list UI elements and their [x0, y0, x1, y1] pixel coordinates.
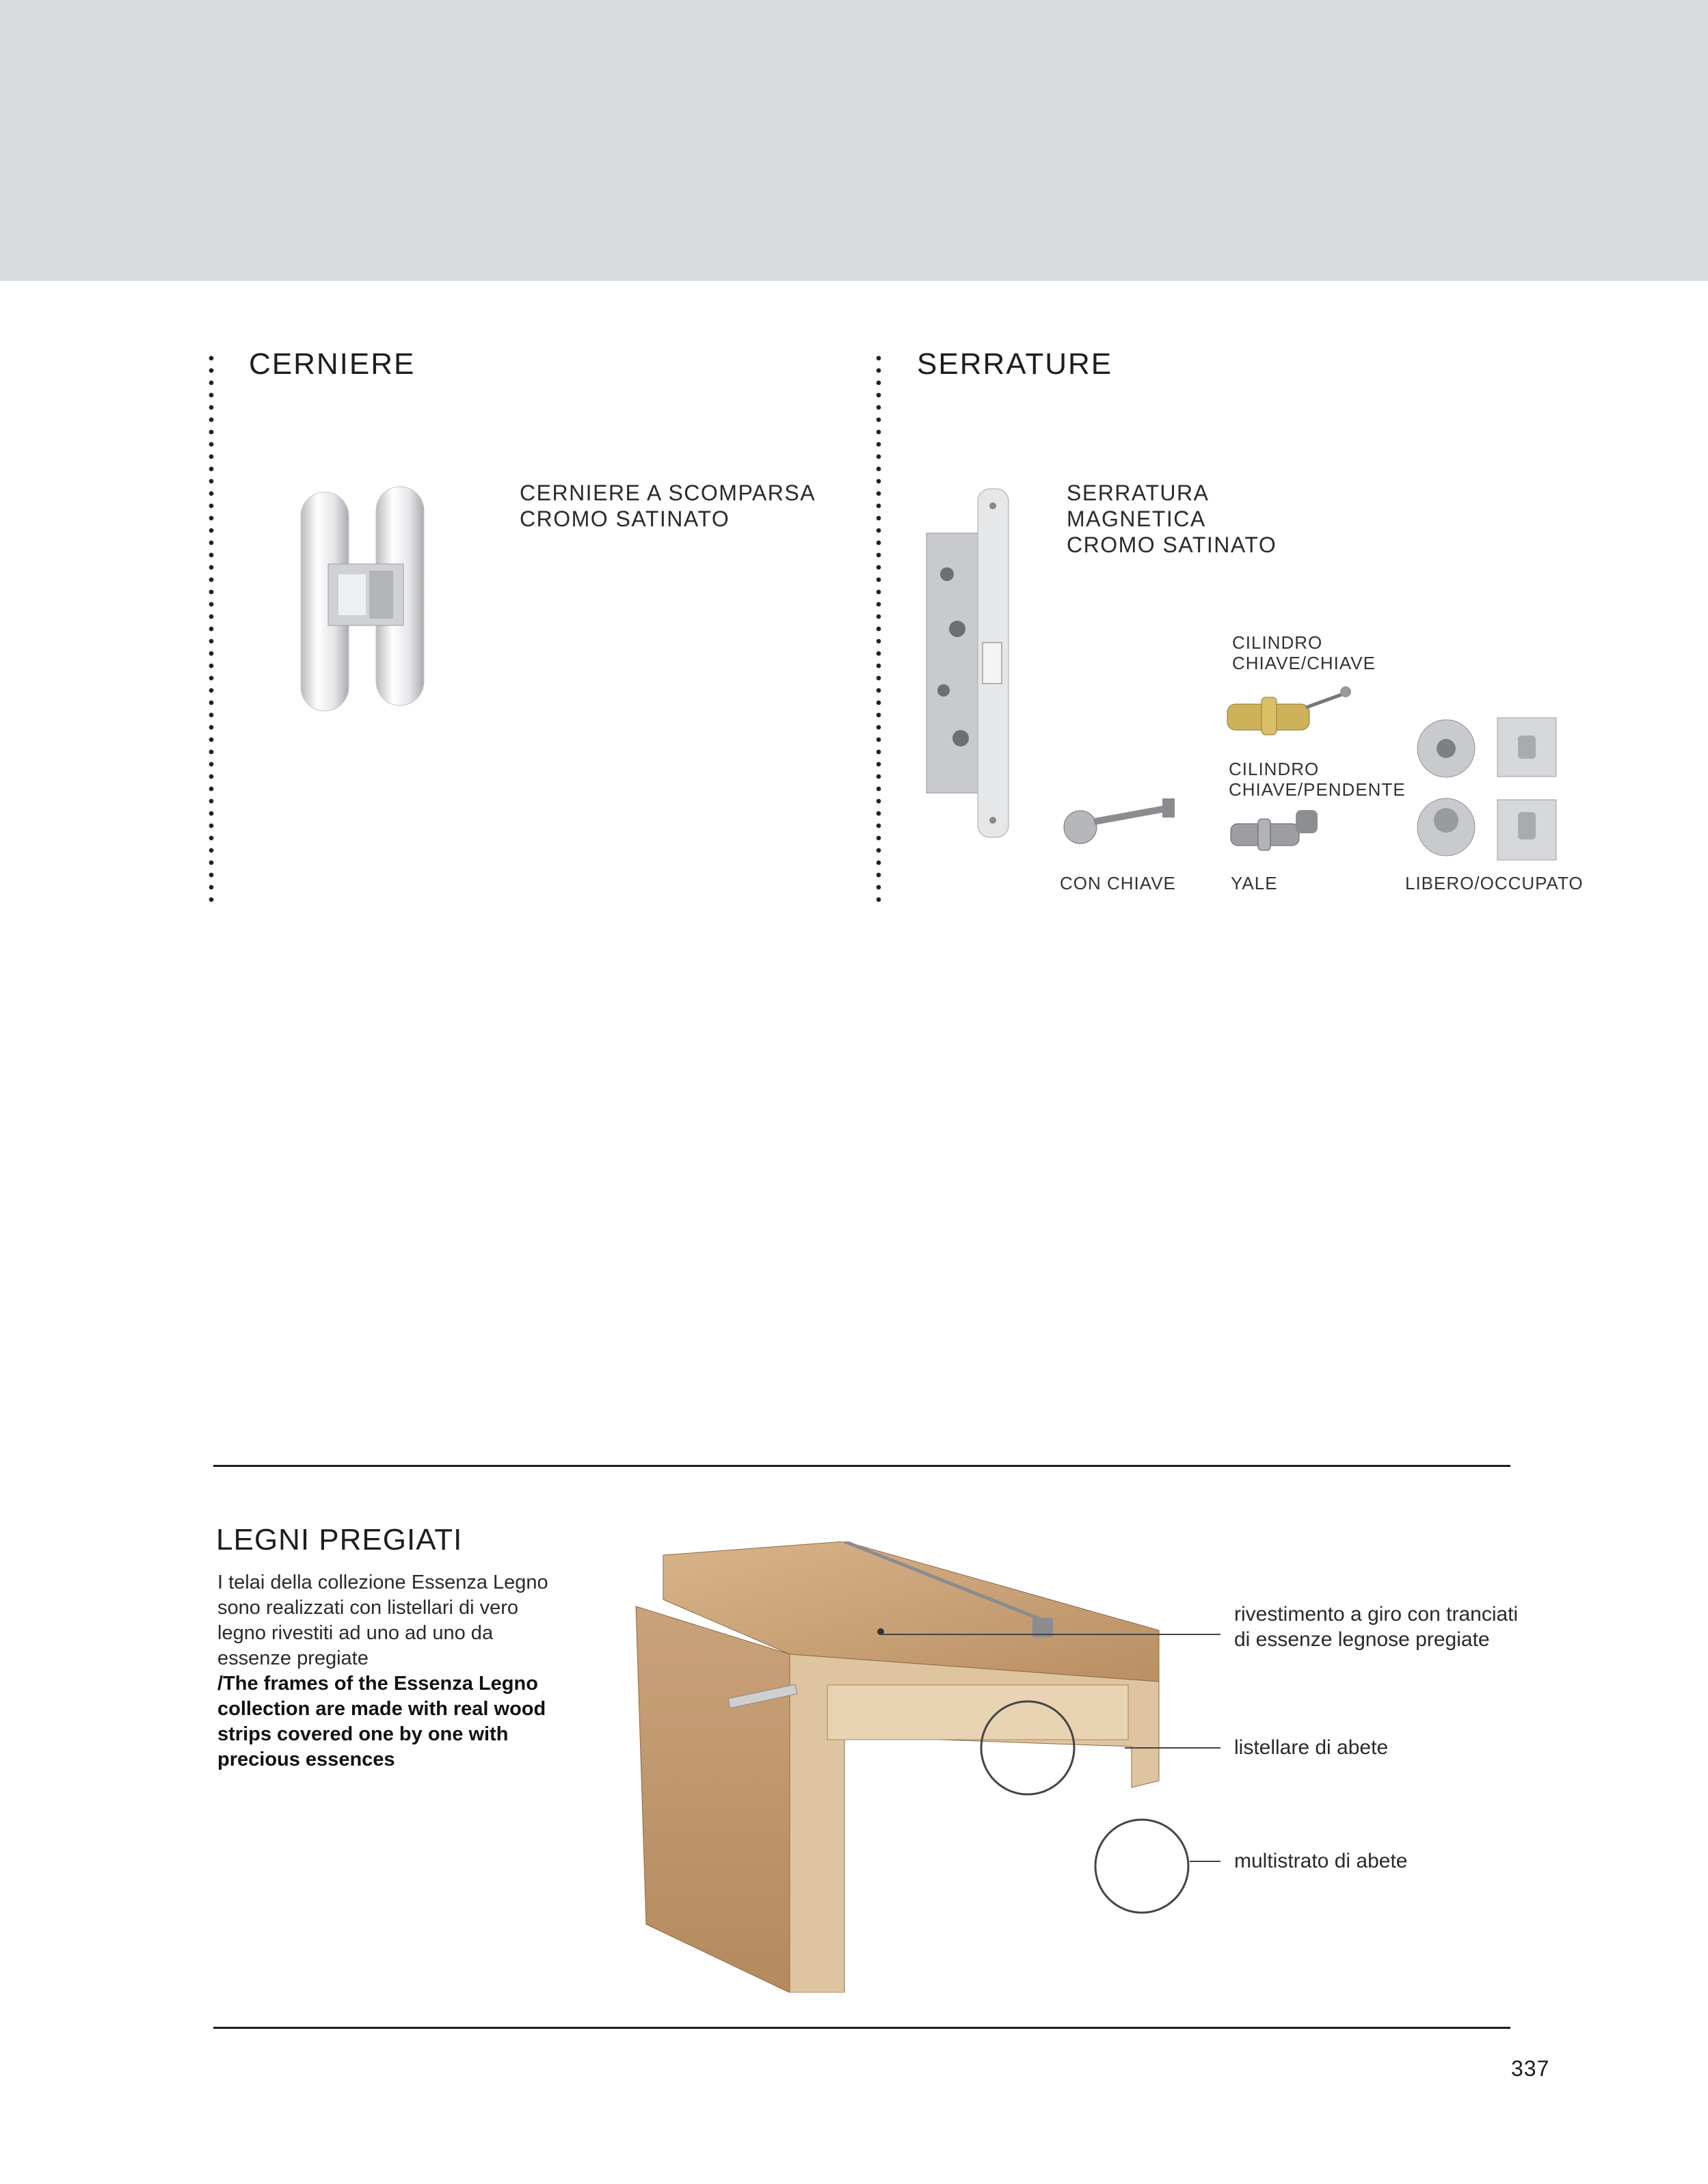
locks-dotted-divider [876, 352, 881, 906]
wood-text-it-line: sono realizzati con listellari di vero [217, 1597, 519, 1619]
key-image [1060, 793, 1183, 848]
callout-line-plywood [1190, 1861, 1220, 1862]
wood-title: LEGNI PREGIATI [216, 1523, 463, 1556]
locks-desc-line: SERRATURA [1067, 481, 1210, 505]
cylinder-pendant-label-line: CHIAVE/PENDENTE [1229, 779, 1406, 800]
cylinder-key-image [1224, 684, 1354, 742]
header-band [0, 0, 1708, 281]
hinges-desc-line: CROMO SATINATO [520, 507, 730, 531]
hidden-hinge-image [287, 478, 438, 718]
locks-desc-line: MAGNETICA [1067, 507, 1206, 531]
callout-line-veneer [882, 1634, 1220, 1635]
cylinder-key-label [1232, 632, 1376, 673]
hinges-desc-line: CERNIERE A SCOMPARSA [520, 481, 816, 505]
caption-yale: YALE [1231, 873, 1278, 893]
free-occupied-round-image [1414, 718, 1479, 861]
hinges-dotted-divider [209, 352, 214, 906]
cylinder-key-label-line: CHIAVE/CHIAVE [1232, 653, 1376, 673]
callout-veneer-line: rivestimento a giro con tranciati [1234, 1603, 1519, 1626]
callout-veneer-line: di essenze legnose pregiate [1234, 1628, 1490, 1651]
wood-text-en-line: strips covered one by one with [217, 1723, 509, 1745]
cylinder-key-label-line: CILINDRO [1232, 632, 1323, 653]
locks-title: SERRATURE [917, 347, 1113, 381]
callout-core: listellare di abete [1234, 1736, 1389, 1759]
wood-text-en-line: collection are made with real wood [217, 1698, 546, 1720]
locks-desc-line: CROMO SATINATO [1067, 532, 1277, 557]
magnetic-lock-image [920, 485, 1015, 841]
callout-veneer [1234, 1602, 1518, 1652]
cylinder-pendant-image [1227, 807, 1323, 858]
hinges-description [520, 480, 816, 532]
page-number: 337 [1511, 2056, 1550, 2081]
locks-description [1067, 480, 1277, 558]
wood-text-it-line: legno rivestiti ad uno ad uno da [217, 1622, 494, 1644]
callout-plywood: multistrato di abete [1234, 1850, 1408, 1872]
caption-libero-occupato: LIBERO/OCCUPATO [1405, 873, 1584, 893]
caption-con-chiave: CON CHIAVE [1060, 873, 1176, 893]
wood-text-en-line: precious essences [217, 1749, 395, 1770]
section-divider-top [213, 1465, 1510, 1467]
wood-text-en-line: /The frames of the Essenza Legno [217, 1673, 538, 1695]
cylinder-pendant-label [1229, 759, 1406, 800]
callout-line-core [1125, 1747, 1220, 1749]
wood-text-it-line: I telai della collezione Essenza Legno [217, 1572, 548, 1593]
section-divider-bottom [213, 2027, 1510, 2029]
wood-text-it-line: essenze pregiate [217, 1647, 369, 1669]
cylinder-pendant-label-line: CILINDRO [1229, 759, 1320, 779]
frame-cross-section-image [632, 1541, 1200, 1993]
hinges-title: CERNIERE [249, 347, 416, 381]
wood-description [217, 1570, 600, 1772]
free-occupied-square-image [1496, 716, 1559, 863]
